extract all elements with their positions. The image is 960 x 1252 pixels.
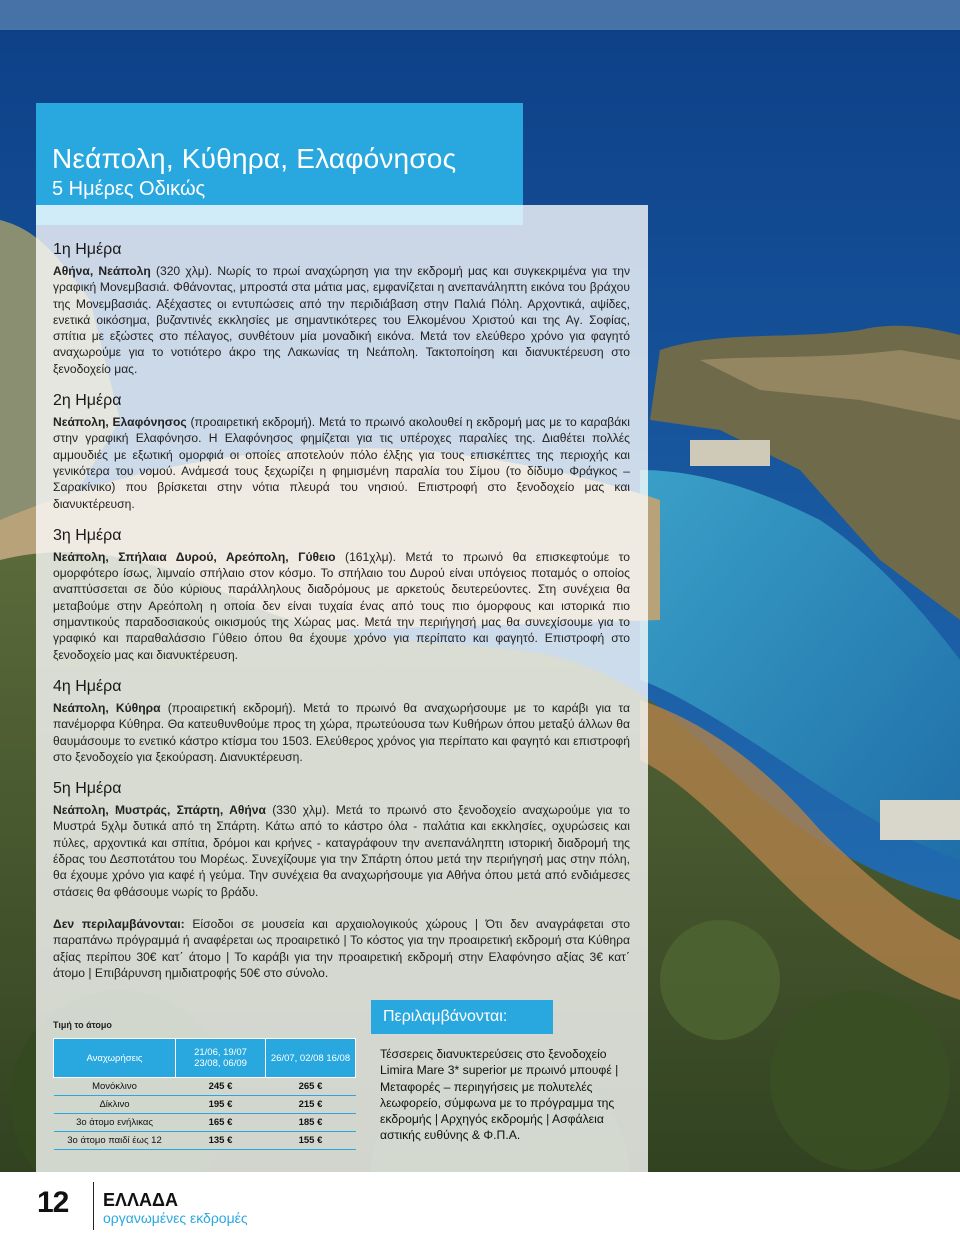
price-cell: 135 € — [176, 1132, 266, 1150]
date-group-1: 21/06, 19/07 23/08, 06/09 — [176, 1039, 266, 1078]
day-heading: 1η Ημέρα — [53, 241, 122, 258]
day-description: Μετά το πρωινό θα αναχωρήσουμε με το καράβι για τα πανέμορφα Κύθηρα. Θα κατευθυνθούμε προς τη χώρα, πρωτεύουσα των Κυθήρων όπου μεταξύ άλλων θα θαυμάσουμε το ενετικό κάστρο κτίσμα του 1503. Ελεύθερος χρόνος για περίπατο και φαγητό και επιστροφή στο ξενοδοχείο για ξεκούραση. Διανυκτέρευση. — [53, 700, 630, 764]
day-text — [53, 802, 630, 900]
day-3 — [53, 526, 630, 663]
not-included-note — [53, 916, 630, 981]
brand-name: ΕΛΛΑΔΑ — [103, 1190, 178, 1210]
table-row — [54, 1114, 356, 1132]
date-group-2: 26/07, 02/08 16/08 — [266, 1039, 356, 1078]
table-row — [54, 1096, 356, 1114]
day-description: Μετά το πρωινό θα επισκεφτούμε το ομορφότερο ίσως, λιμναίο σπήλαιο στον κόσμο. Το σπήλαιο του Δυρού είναι υπόγειος ποταμός ο οποίος αναπτύσσεται σε δύο κύριους παράλληλους διαδρόμους με αρκετούς δευτερεύοντες. Στη συνέχεια θα μεταβούμε στην Αρεόπολη η οποία δεν είναι τυχαία ένας από τους πιο όμορφους και ιστορικά πιο σημαντικούς παραδοσιακούς οικισμούς της Χώρας μας. Μετά την περιήγησή μας θα συνεχίσουμε για το γραφικό και παραθαλάσσιο Γύθειο όπου θα έχουμε χρόνο για περίπατο και φαγητό. Επιστροφή στο ξενοδοχείο μας και διανυκτέρευση. — [53, 549, 630, 662]
brand-tagline: οργανωμένες εκδρομές — [103, 1210, 248, 1226]
day-route-suffix: (330 χλμ). — [265, 803, 336, 818]
day-description: Μετά το πρωινό στο ξενοδοχείο αναχωρούμε για το Μυστρά 5χλμ δυτικά από τη Σπάρτη. Κάτω από το κάστρο όλα - παλάτια και εκκλησίες, οχυρώσεις και πύλες, αρχοντικά και σπίτια, δρόμοι και κρήνες - καταγράφουν την ανεπανάληπτη ιστορική διαδρομή της έδρας του Δεσποτάτου του Μορέως. Συνεχίζουμε για την Σπάρτη όπου μετά την περιήγησή μας στην πόλη, θα έχουμε χρόνο για καφέ ή γεύμα. Την συνέχεια θα αναχωρήσουμε για Αθήνα όπου μετά από ενδιάμεσες στάσεις θα φθάσουμε νωρίς το βράδυ. — [53, 803, 631, 899]
price-cell: 265 € — [266, 1078, 356, 1096]
day-1 — [53, 240, 630, 377]
day-heading: 3η Ημέρα — [53, 526, 122, 544]
page-number: 12 — [37, 1186, 69, 1219]
day-route-suffix: (προαιρετική εκδρομή). — [160, 700, 304, 715]
day-description: Μετά το πρωινό ακολουθεί η εκδρομή μας με το καραβάκι στην γραφική Ελαφόνησο. Η Ελαφόνησος φημίζεται για τις υπέροχες παραλίες της. Διαθέτει πολλές αμμουδιές με εξωτική ομορφιά οι οποίες αποτελούν πόλο έλξης για τους επισκέπτες της περιοχής και γενικότερα του νομού. Ανάμεσά τους ξεχωρίζει η φημισμένη παραλία του Σίμου (το δίδυμο Φράγκος – Σαρακίνικο) που βρίσκεται στην νότια πλευρά του νησιού. Επιστροφή στο ξενοδοχείο μας και διανυκτέρευση. — [53, 415, 630, 511]
itinerary — [53, 240, 630, 993]
departures-header: Αναχωρήσεις — [54, 1039, 176, 1078]
day-route: Νεάπολη, Ελαφόνησος — [53, 415, 187, 430]
price-caption: Τιμή το άτομο — [53, 1020, 112, 1030]
price-cell: 215 € — [266, 1096, 356, 1114]
day-route: Νεάπολη, Μυστράς, Σπάρτη, Αθήνα — [53, 803, 266, 818]
day-route: Αθήνα, Νεάπολη — [53, 264, 151, 278]
room-type: 3ο άτομο ενήλικας — [54, 1114, 176, 1132]
room-type: Μονόκλινο — [54, 1078, 176, 1096]
day-route-suffix: (161χλμ). — [335, 549, 406, 564]
day-heading: 5η Ημέρα — [53, 780, 122, 798]
day-text — [53, 414, 630, 512]
day-5 — [53, 779, 630, 900]
not-included-label: Δεν περιλαμβάνονται: — [53, 916, 185, 931]
day-4 — [53, 677, 630, 765]
table-row — [54, 1132, 356, 1150]
price-cell: 185 € — [266, 1114, 356, 1132]
day-route: Νεάπολη, Κύθηρα — [53, 700, 161, 715]
table-row — [54, 1078, 356, 1096]
day-heading: 4η Ημέρα — [53, 677, 122, 695]
room-type: Δίκλινο — [54, 1096, 176, 1114]
price-table-block — [53, 1020, 356, 1150]
day-heading: 2η Ημέρα — [53, 392, 122, 410]
day-text — [53, 263, 630, 377]
day-text — [53, 549, 630, 663]
day-text — [53, 700, 630, 765]
included-heading: Περιλαμβάνονται: — [371, 1000, 553, 1034]
price-table — [53, 1038, 356, 1150]
not-included-text: Είσοδοι σε μουσεία και αρχαιολογικούς χώρους | Ότι δεν αναγράφεται στο παραπάνω πρόγραμμά ή αναφέρεται ως προαιρετικό | Το κόστος για την προαιρετική εκδρομή στα Κύθηρα αξίας περίπου 30€ κατ΄ άτομο | Το καράβι για την προαιρετική εκδρομή στην Ελαφόνησο αξίας 3€ κατ΄ άτομο | Επιβάρυνση ημιδιατροφής 50€ στο σύνολο. — [53, 916, 631, 980]
footer-divider — [93, 1182, 94, 1230]
price-cell: 155 € — [266, 1132, 356, 1150]
day-2 — [53, 391, 630, 512]
room-type: 3ο άτομο παιδί έως 12 — [54, 1132, 176, 1150]
day-route: Νεάπολη, Σπήλαια Δυρού, Αρεόπολη, Γύθειο — [53, 549, 336, 564]
price-header-row — [54, 1039, 356, 1078]
day-route-suffix: (προαιρετική εκδρομή). — [186, 415, 319, 430]
price-cell: 165 € — [176, 1114, 266, 1132]
price-cell: 245 € — [176, 1078, 266, 1096]
day-route-suffix: (320 χλμ). — [150, 264, 218, 278]
page-subtitle: 5 Ημέρες Οδικώς — [52, 178, 206, 200]
page-title: Νεάπολη, Κύθηρα, Ελαφόνησος — [52, 143, 457, 174]
included-text: Τέσσερεις διανυκτερεύσεις στο ξενοδοχείο Limira Mare 3* superior με πρωινό μπουφέ | Μεταφορές – περιηγήσεις με πολυτελές λεωφορείο, σύμφωνα με το πρόγραμμα της εκδρομής | Αρχηγός εκδρομής | Ασφάλεια αστικής ευθύνης & Φ.Π.Α. — [380, 1047, 619, 1143]
day-description: Νωρίς το πρωί αναχώρηση για την εκδρομή μας και συγκεκριμένα για την γραφική Μονεμβασιά. Φθάνοντας, μπροστά στα μάτια μας, εμφανίζεται η ανεπανάληπτη εικόνα του βράχου της Μονεμβασιάς. Αξέχαστες οι εντυπώσεις από την περιδιάβαση στην Παλιά Πόλη. Αρχοντικά, αψίδες, ενετικά οικόσημα, βυζαντινές εκκλησίες με σημαντικότερες του Ελκομένου Χριστού και της Αγ. Σοφίας, σπίτια με εξώστες στο πέλαγος, συνθέτουν μία μοναδική εικόνα. Μετά τον ελεύθερο χρόνο για φαγητό αναχωρούμε για το νοτιότερο άκρο της Λακωνίας τη Νεάπολη. Τακτοποίηση και διανυκτέρευση στο ξενοδοχείο μας. — [53, 264, 630, 376]
price-cell: 195 € — [176, 1096, 266, 1114]
